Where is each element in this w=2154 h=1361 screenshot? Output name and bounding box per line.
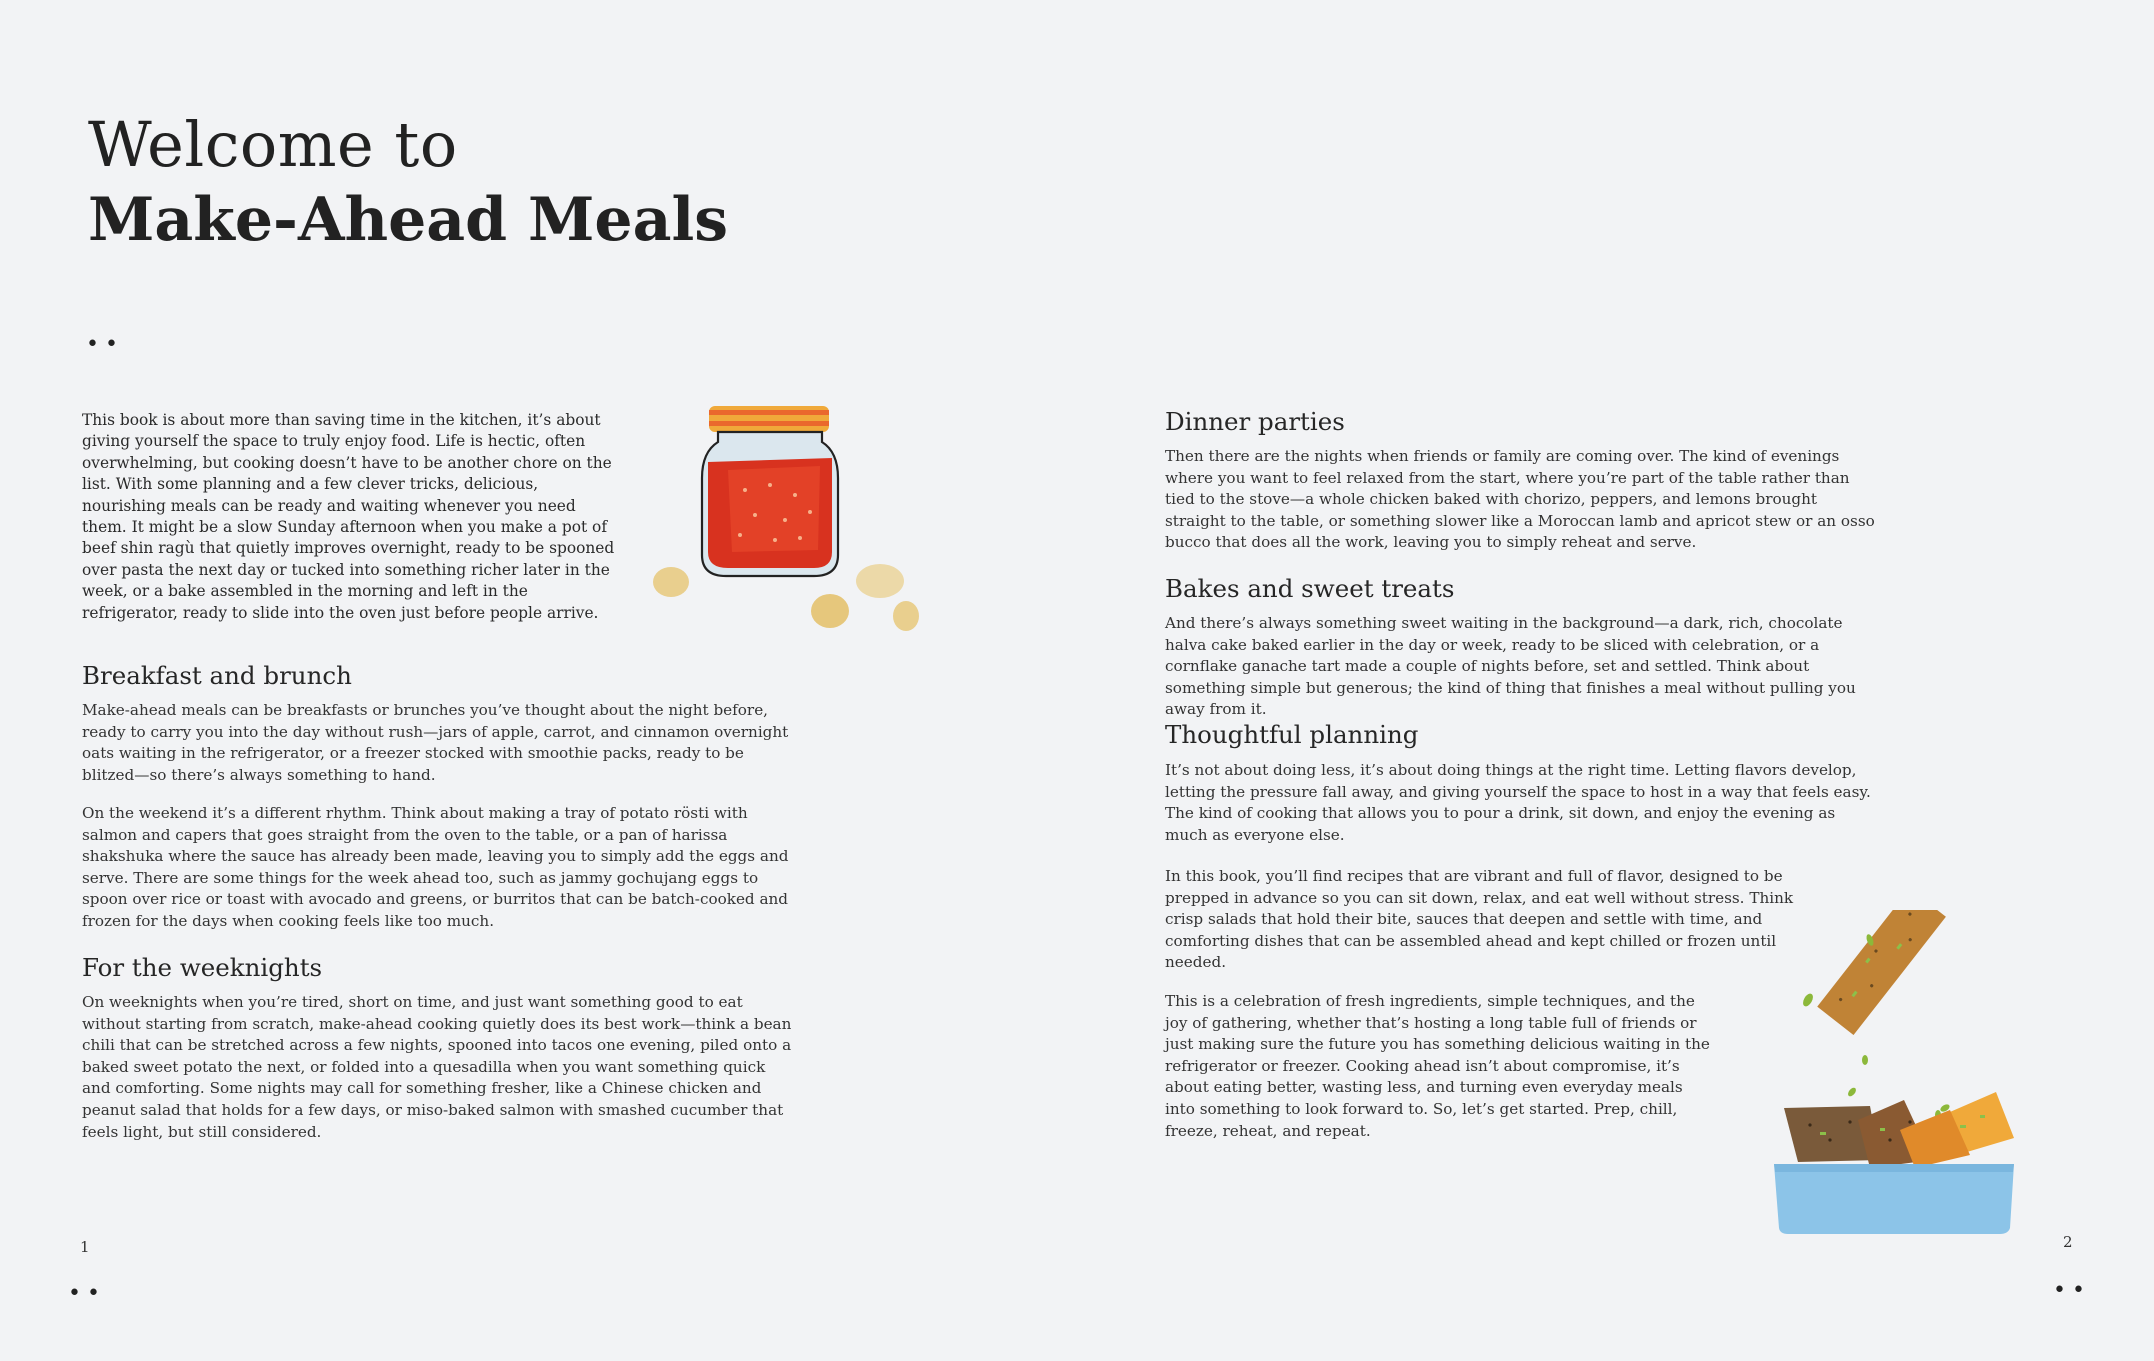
page-number-right: 2	[2063, 1233, 2073, 1251]
bakes-paragraph: And there’s always something sweet waiting in the background—a dark, rich, chocolate halva cake baked earlier in the day or week, ready to be sliced with celebration, or a cornflake ganache tart made a couple of nights before, set and settled. Think about something simple but generous; the kind of thing that finishes a meal without pulling you away from it.	[1165, 614, 1856, 719]
weeknights-paragraph: On weeknights when you’re tired, short on time, and just want something good to eat without starting from scratch, make-ahead cooking quietly does its best work—think a bean chili that can be stretched across a few nights, spooned into tacos one evening, piled onto a baked sweet potato the next, or folded into a quesadilla when you want something quick and comforting. Some nights may call for something fresher, like a Chinese chicken and peanut salad that holds for a few days, or miso-baked salmon with smashed cucumber that feels light, but still considered.	[82, 993, 792, 1141]
decorative-dots-bottom-left: ••	[68, 1281, 106, 1306]
jam-jar-illustration	[650, 400, 930, 640]
breakfast-paragraph-2: On the weekend it’s a different rhythm. Think about making a tray of potato rösti with salmon and capers that goes straight from the oven to the table, or a pan of harissa shakshuka where the sauce has already been made, leaving you to simply add the eggs and serve. There are some things for the week ahead too, such as jammy gochujang eggs to spoon over rice or toast with avocado and greens, or burritos that can be batch-cooked and frozen for the days when cooking feels like too much.	[82, 804, 789, 930]
heading-bakes: Bakes and sweet treats	[1165, 574, 1455, 603]
crackers-bowl-illustration	[1770, 910, 2040, 1240]
decorative-dots-top: ••	[86, 332, 124, 357]
title-line-1: Welcome to	[88, 108, 458, 181]
page-number-left: 1	[80, 1238, 90, 1256]
heading-thoughtful-planning: Thoughtful planning	[1165, 720, 1419, 749]
heading-weeknights: For the weeknights	[82, 953, 323, 982]
dinner-paragraph: Then there are the nights when friends or family are coming over. The kind of evenings where you want to feel relaxed from the start, where you’re part of the table rather than tied to the stove—a whole chicken baked with chorizo, peppers, and lemons brought straight to the table, or something slower like a Moroccan lamb and apricot stew or an osso bucco that does all the work, leaving you to simply reheat and serve.	[1165, 447, 1875, 552]
planning-paragraph-1: It’s not about doing less, it’s about doing things at the right time. Letting flavors develop, letting the pressure fall away, and giving yourself the space to host in a way that feels easy. The kind of cooking that allows you to pour a drink, sit down, and enjoy the evening as much as everyone else.	[1165, 761, 1871, 844]
title-line-2: Make-Ahead Meals	[88, 185, 729, 255]
heading-dinner-parties: Dinner parties	[1165, 407, 1345, 436]
planning-paragraph-3: This is a celebration of fresh ingredients, simple techniques, and the joy of gathering, whether that’s hosting a long table full of friends or just making sure the future you has something delicious waiting in the refrigerator or freezer. Cooking ahead isn’t about compromise, it’s about eating better, wasting less, and turning even everyday meals into something to look forward to. So, let’s get started. Prep, chill, freeze, reheat, and repeat.	[1165, 992, 1710, 1140]
planning-paragraph-2: In this book, you’ll find recipes that are vibrant and full of flavor, designed to be prepped in advance so you can sit down, relax, and eat well without stress. Think crisp salads that hold their bite, sauces that deepen and settle with time, and comforting dishes that can be assembled ahead and kept chilled or frozen until needed.	[1165, 867, 1794, 972]
decorative-dots-bottom-right: ••	[2053, 1278, 2091, 1303]
breakfast-paragraph-1: Make-ahead meals can be breakfasts or brunches you’ve thought about the night before, ready to carry you into the day without rush—jars of apple, carrot, and cinnamon overnight oats waiting in the refrigerator, or a freezer stocked with smoothie packs, ready to be blitzed—so there’s always something to hand.	[82, 701, 789, 784]
heading-breakfast: Breakfast and brunch	[82, 661, 352, 690]
intro-paragraph: This book is about more than saving time in the kitchen, it’s about giving yourself the space to truly enjoy food. Life is hectic, often overwhelming, but cooking doesn’t have to be another chore on the list. With some planning and a few clever tricks, delicious, nourishing meals can be ready and waiting whenever you need them. It might be a slow Sunday afternoon when you make a pot of beef shin ragù that quietly improves overnight, ready to be spooned over pasta the next day or tucked into something richer later in the week, or a bake assembled in the morning and left in the refrigerator, ready to slide into the oven just before people arrive.	[82, 411, 615, 622]
